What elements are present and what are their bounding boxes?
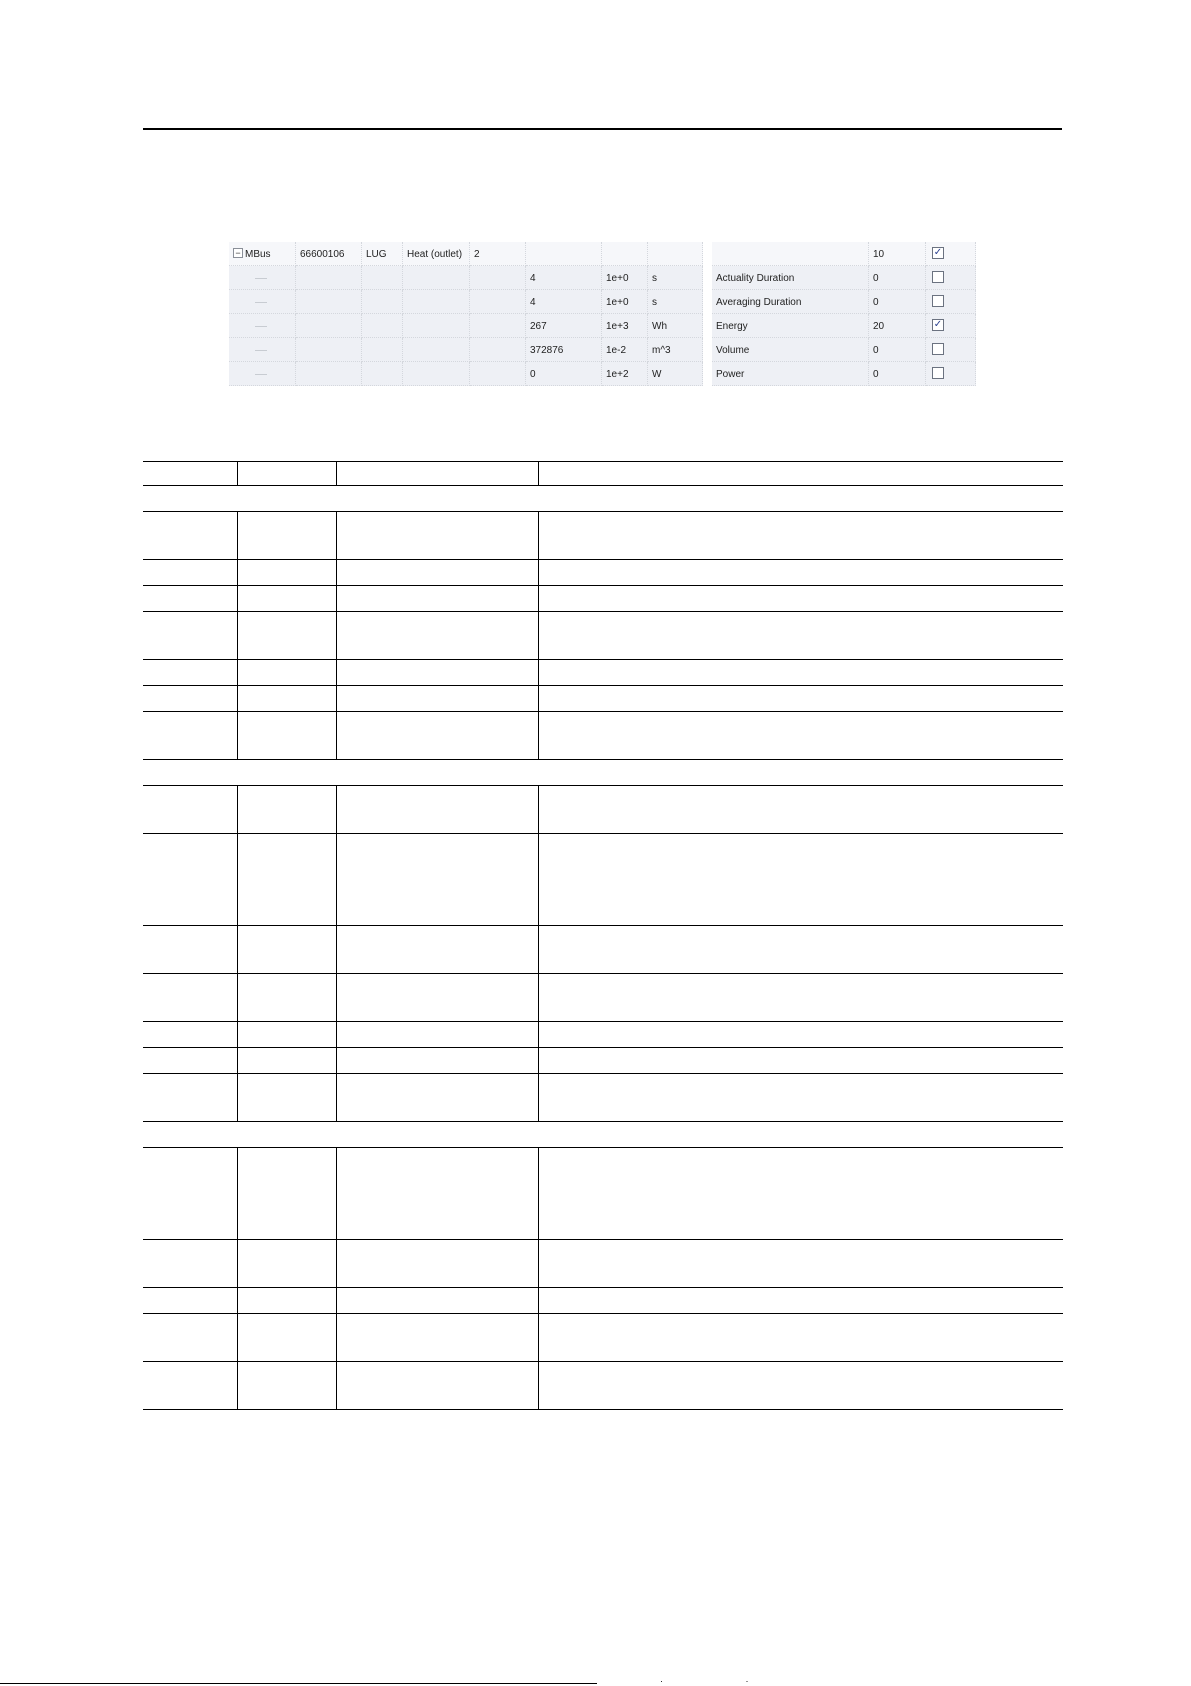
tree-line-icon — [255, 278, 267, 279]
table-row — [143, 611, 1063, 660]
tree-branch — [229, 314, 296, 338]
tree-branch — [229, 362, 296, 386]
table-row — [143, 1361, 1063, 1410]
cell-description: Averaging Duration — [712, 290, 869, 314]
column-divider — [237, 461, 238, 485]
cell-description: Volume — [712, 338, 869, 362]
cell-value — [526, 242, 602, 266]
checkbox-unchecked-icon[interactable] — [932, 295, 944, 307]
cell-check[interactable] — [926, 362, 976, 386]
cell-unit: m^3 — [648, 338, 703, 362]
table-row — [143, 585, 1063, 612]
cell-check[interactable] — [926, 290, 976, 314]
cell-description: Actuality Duration — [712, 266, 869, 290]
cell-value: 4 — [526, 290, 602, 314]
tree-line-icon — [255, 350, 267, 351]
grid-row[interactable] — [229, 338, 976, 362]
cell-type[interactable] — [229, 242, 296, 266]
table-row — [143, 1021, 1063, 1048]
tree-line-icon — [255, 374, 267, 375]
column-divider — [336, 511, 337, 759]
mbus-grid — [229, 242, 976, 390]
checkbox-unchecked-icon[interactable] — [932, 367, 944, 379]
column-divider — [336, 785, 337, 1121]
column-splitter[interactable] — [703, 242, 712, 390]
device-type: MBus — [245, 249, 271, 260]
column-divider — [336, 1147, 337, 1409]
grid-row[interactable] — [229, 266, 976, 290]
footer-marks: · · — [660, 1676, 789, 1686]
cell-medium: Heat (outlet) — [403, 242, 470, 266]
column-divider — [237, 511, 238, 759]
tree-branch — [229, 266, 296, 290]
cell-unit — [648, 242, 703, 266]
cell-check[interactable] — [926, 242, 976, 266]
table-row — [143, 1073, 1063, 1122]
cell-unit: s — [648, 290, 703, 314]
table-row — [143, 1047, 1063, 1074]
cell-description: Energy — [712, 314, 869, 338]
column-divider — [538, 511, 539, 759]
cell-check[interactable] — [926, 314, 976, 338]
tree-line-icon — [255, 302, 267, 303]
cell-value: 4 — [526, 266, 602, 290]
cell-scale — [602, 242, 648, 266]
cell-value: 267 — [526, 314, 602, 338]
table-row — [143, 1239, 1063, 1288]
cell-scale: 1e+0 — [602, 290, 648, 314]
table-header-row — [143, 461, 1063, 486]
cell-manufacturer: LUG — [362, 242, 403, 266]
grid-row-device[interactable] — [229, 242, 976, 266]
cell-version: 2 — [470, 242, 526, 266]
checkbox-unchecked-icon[interactable] — [932, 343, 944, 355]
footer-rule — [0, 1683, 597, 1684]
cell-description — [712, 242, 869, 266]
table-row — [143, 659, 1063, 686]
top-rule — [143, 128, 1062, 130]
checkbox-unchecked-icon[interactable] — [932, 271, 944, 283]
table-row — [143, 1287, 1063, 1314]
tree-branch — [229, 338, 296, 362]
table-row — [143, 1313, 1063, 1362]
table-row — [143, 973, 1063, 1022]
cell-id: 66600106 — [296, 242, 362, 266]
column-divider — [237, 785, 238, 1121]
cell-value: 0 — [526, 362, 602, 386]
table-row — [143, 511, 1063, 560]
cell-interval[interactable]: 0 — [869, 362, 926, 386]
column-divider — [538, 785, 539, 1121]
table-row — [143, 685, 1063, 712]
table-row — [143, 711, 1063, 760]
table-row — [143, 1147, 1063, 1240]
collapse-icon[interactable]: − — [233, 248, 243, 258]
cell-interval[interactable]: 0 — [869, 290, 926, 314]
column-divider — [237, 1147, 238, 1409]
table-row — [143, 785, 1063, 834]
table-section-row — [143, 759, 1063, 786]
grid-row[interactable] — [229, 362, 976, 386]
checkbox-checked-icon[interactable]: ✓ — [933, 319, 943, 330]
cell-interval[interactable]: 20 — [869, 314, 926, 338]
cell-interval[interactable]: 10 — [869, 242, 926, 266]
table-section-row — [143, 485, 1063, 512]
cell-unit: s — [648, 266, 703, 290]
cell-scale: 1e-2 — [602, 338, 648, 362]
column-divider — [538, 461, 539, 485]
grid-row[interactable] — [229, 290, 976, 314]
table-row — [143, 925, 1063, 974]
cell-interval[interactable]: 0 — [869, 266, 926, 290]
table-row — [143, 833, 1063, 926]
cell-description: Power — [712, 362, 869, 386]
column-divider — [336, 461, 337, 485]
column-divider — [538, 1147, 539, 1409]
cell-interval[interactable]: 0 — [869, 338, 926, 362]
grid-row[interactable] — [229, 314, 976, 338]
cell-scale: 1e+0 — [602, 266, 648, 290]
cell-scale: 1e+3 — [602, 314, 648, 338]
cell-unit: W — [648, 362, 703, 386]
cell-unit: Wh — [648, 314, 703, 338]
cell-check[interactable] — [926, 338, 976, 362]
tree-line-icon — [255, 326, 267, 327]
cell-check[interactable] — [926, 266, 976, 290]
table-section-row — [143, 1121, 1063, 1148]
cell-value: 372876 — [526, 338, 602, 362]
checkbox-checked-icon[interactable]: ✓ — [933, 247, 943, 258]
tree-branch — [229, 290, 296, 314]
table-row — [143, 559, 1063, 586]
cell-scale: 1e+2 — [602, 362, 648, 386]
